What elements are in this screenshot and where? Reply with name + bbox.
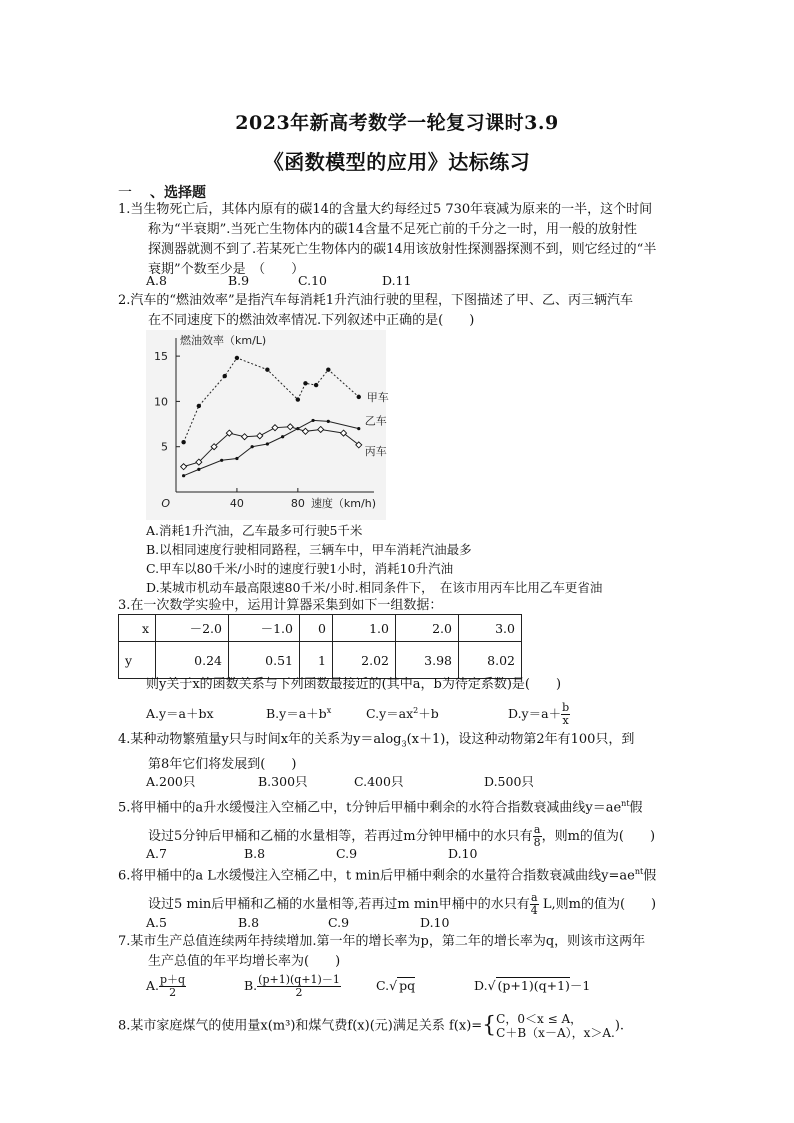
- q3-line: 3.在一次数学实验中，运用计算器采集到如下一组数据：: [118, 598, 443, 613]
- y-tick-label: 5: [161, 440, 168, 454]
- q4-line: 第8年它们将发展到( ): [148, 756, 297, 772]
- q2-line: 2.汽车的“燃油效率”是指汽车每消耗1升汽油行驶的里程，下图描述了甲、乙、丙三辆汽车: [118, 293, 633, 308]
- table-cell: 2.02: [333, 642, 396, 679]
- q1-line: 称为“半衰期”.当死亡生物体内的碳14含量不足死亡前的千分之一时，用一般的放射性: [148, 222, 637, 237]
- data-point: [327, 420, 330, 423]
- q5-line: 设过5分钟后甲桶和乙桶的水量相等，若再过m分钟甲桶中的水只有 $\frac{a}{8}$ ，则m的值为( ): [148, 823, 656, 850]
- x-tick-label: 80: [290, 497, 305, 510]
- q6-option-b: B.8: [238, 915, 260, 930]
- q3-option-a: A.y＝a＋bx: [146, 706, 214, 721]
- q2-option-c: C.甲车以80千米/小时的速度行驶1小时，消耗10升汽油: [146, 561, 454, 576]
- q7-line: 7.某市生产总值连续两年持续增加.第一年的增长率为p，第二年的增长率为q，则该市这两年: [118, 934, 646, 949]
- data-point: [266, 442, 269, 445]
- series-label: 甲车: [366, 390, 389, 404]
- y-axis-label: 燃油效率（km/L): [180, 334, 267, 347]
- q3-option-c: $C.y=ax^2+b$: [366, 705, 439, 721]
- section-label: 、选择题: [150, 185, 206, 201]
- q4-option-b: B.300只: [258, 774, 308, 789]
- data-point: [235, 457, 238, 460]
- q3-d-fraction: $\frac{b}{x}$: [562, 701, 570, 727]
- q2-option-d: D.某城市机动车最高限速80千米/小时.相同条件下， 在该市用丙车比用乙车更省油: [146, 580, 603, 595]
- x-tick-label: 40: [229, 497, 244, 510]
- data-point: [181, 440, 185, 444]
- data-point: [223, 374, 227, 378]
- q6-line: 设过5 min后甲桶和乙桶的水量相等,若再过m min甲桶中的水只有 $\frac{a}{4}$ L,则m的值为( ): [148, 891, 657, 918]
- q3-option-d: D.y＝a＋ $\frac{b}{x}$: [508, 701, 570, 727]
- section-heading: [118, 182, 206, 202]
- table-row: [119, 642, 522, 679]
- data-point: [303, 381, 307, 385]
- data-point: [197, 468, 200, 471]
- data-point: [235, 356, 239, 360]
- q7-options: [146, 974, 590, 999]
- question-6: [118, 862, 708, 917]
- question-7: [118, 932, 708, 972]
- data-point: [314, 383, 318, 387]
- table-row: [119, 615, 522, 642]
- q7-option-b: B. $\frac{(p+1)(q+1)-1}{2}$: [244, 973, 340, 999]
- q1-line: 探测器就测不到了.若某死亡生物体内的碳14用该放射性探测器探测不到，则它经过的“半: [148, 242, 657, 257]
- y-tick-label: 15: [154, 350, 168, 364]
- q6-option-c: C.9: [328, 915, 350, 930]
- section-number: 一: [118, 185, 132, 201]
- x-axis-label: 速度（km/h): [310, 497, 376, 510]
- data-point: [182, 474, 185, 477]
- table-cell: 0.24: [156, 642, 229, 679]
- question-4: [118, 730, 708, 775]
- q8-cases: C，0＜x ≤ A， C＋B（x－A），x＞A.: [496, 1012, 615, 1040]
- q5-option-c: C.9: [336, 846, 358, 861]
- data-point: [197, 404, 201, 408]
- q7-option-c: C.√ pq: [376, 978, 416, 993]
- table-cell: 0: [300, 615, 333, 642]
- q4-option-c: C.400只: [354, 774, 404, 789]
- table-cell: 1: [300, 642, 333, 679]
- q5-line: 5.将甲桶中的a升水缓慢注入空桶乙中，t分钟后甲桶中剩余的水符合指数衰减曲线$y=ae^{nt}$假: [118, 799, 643, 816]
- q3-options: [146, 702, 570, 727]
- table-cell: －2.0: [156, 615, 229, 642]
- question-1: [118, 200, 708, 280]
- table-cell: 0.51: [229, 642, 300, 679]
- q4-option-d: D.500只: [484, 774, 534, 789]
- q3-line: 则y关于x的函数关系与下列函数最接近的(其中a，b为待定系数)是( ): [146, 677, 562, 692]
- table-cell: 3.98: [396, 642, 459, 679]
- table-cell: 1.0: [333, 615, 396, 642]
- data-point: [326, 368, 330, 372]
- table-cell: y: [119, 642, 156, 679]
- data-point: [220, 459, 223, 462]
- q1-line: 1.当生物死亡后，其体内原有的碳14的含量大约每经过5 730年衰减为原来的一半，这个时间: [118, 202, 653, 217]
- question-3: [118, 596, 708, 616]
- question-8: 8.某市家庭煤气的使用量x(m³)和煤气费f(x)(元)满足关系 f(x)={ C，0＜x ≤ A， C＋B（x－A），x＞A. ).: [118, 1012, 625, 1040]
- q4-line: 4.某种动物繁殖量y只与时间x年的关系为y＝alog$_3$(x＋1)，设这种动物第2年有100只，到: [118, 732, 635, 749]
- q1-option-a: A.8: [146, 273, 167, 288]
- q1-option-b: B.9: [228, 273, 250, 288]
- q5-option-d: D.10: [448, 846, 478, 861]
- data-point: [296, 397, 300, 401]
- q6-option-a: A.5: [146, 915, 167, 930]
- series-label: 丙车: [364, 444, 387, 458]
- series-label: 乙车: [364, 414, 387, 428]
- q2-option-b: B.以相同速度行驶相同路程，三辆车中，甲车消耗汽油最多: [146, 542, 472, 557]
- question-5: [118, 794, 708, 849]
- q4-options: [146, 772, 534, 790]
- data-point: [311, 419, 314, 422]
- data-point: [265, 368, 269, 372]
- q5-option-a: A.7: [146, 846, 167, 861]
- q7-option-a: A. $\frac{p+q}{2}$: [146, 973, 186, 999]
- origin-label: O: [161, 497, 170, 510]
- data-table: [118, 614, 522, 679]
- q1-option-d: D.11: [382, 273, 412, 288]
- q7-option-d: D.√ (p+1)(q+1)－1: [474, 978, 591, 993]
- document-title: 2023年新高考数学一轮复习课时3.9: [235, 112, 559, 134]
- q2-option-a: A.消耗1升汽油，乙车最多可行驶5千米: [146, 523, 363, 538]
- data-point: [281, 435, 284, 438]
- data-point: [357, 395, 361, 399]
- q4-option-a: A.200只: [146, 774, 196, 789]
- data-point: [357, 427, 360, 430]
- q6-options: [146, 915, 449, 930]
- question-2: [118, 291, 708, 331]
- data-point: [251, 445, 254, 448]
- document-subtitle: 《函数模型的应用》达标练习: [263, 150, 531, 174]
- table-cell: x: [119, 615, 156, 642]
- q8-line: 8.某市家庭煤气的使用量x(m³)和煤气费f(x)(元)满足关系 f(x)=: [118, 1018, 483, 1034]
- q5-options: [146, 846, 477, 861]
- fuel-efficiency-chart: [146, 330, 389, 520]
- q6-option-d: D.10: [420, 915, 450, 930]
- q3-option-b: $B.y=a+b^x$: [266, 705, 332, 721]
- table-cell: 8.02: [459, 642, 522, 679]
- q1-options: [146, 273, 411, 288]
- q1-option-c: C.10: [298, 273, 327, 288]
- y-tick-label: 10: [154, 395, 168, 409]
- q6-line: 6.将甲桶中的a L水缓慢注入空桶乙中，t min后甲桶中剩余的水量符合指数衰减曲线$y=ae^{nt}$假: [118, 867, 657, 884]
- q5-option-b: B.8: [244, 846, 266, 861]
- table-cell: －1.0: [229, 615, 300, 642]
- table-cell: 2.0: [396, 615, 459, 642]
- q7-line: 生产总值的年平均增长率为( ): [148, 954, 341, 969]
- q1-line: 衰期”个数至少是 （ ）: [148, 262, 305, 277]
- q2-line: 在不同速度下的燃油效率情况.下列叙述中正确的是( ): [148, 313, 475, 328]
- table-cell: 3.0: [459, 615, 522, 642]
